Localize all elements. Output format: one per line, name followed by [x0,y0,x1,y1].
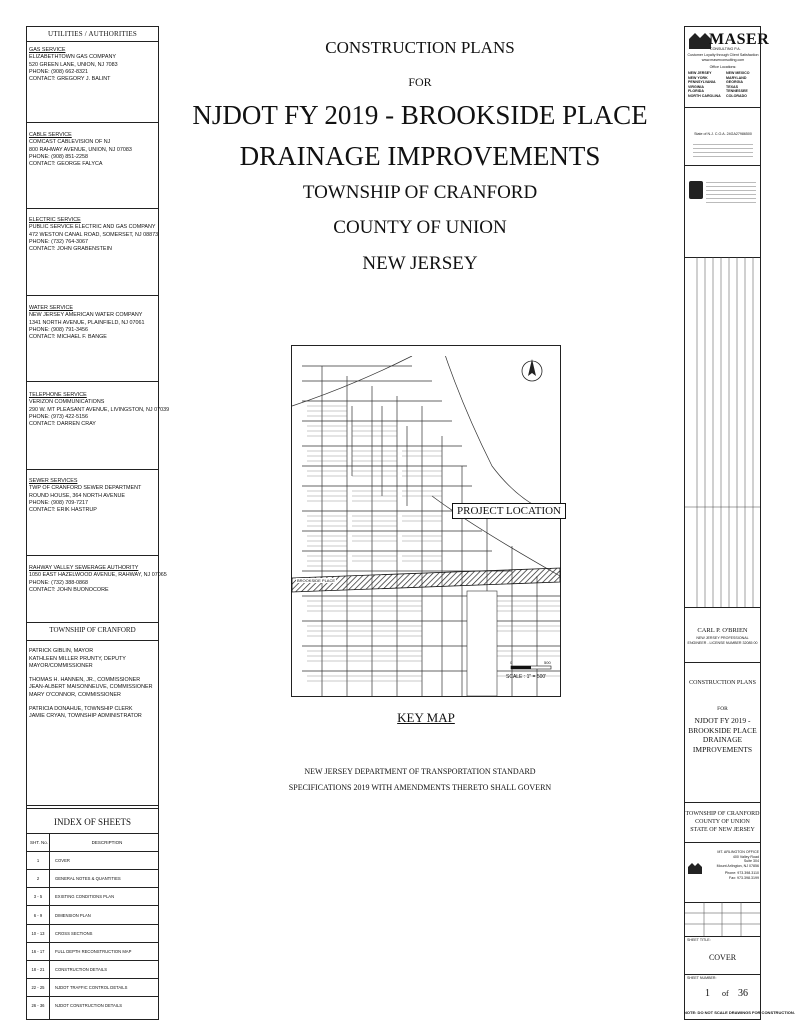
township-officials: PATRICK GIBLIN, MAYOR KATHLEEN MILLER PRUNTY, DEPUTY MAYOR/COMMISSIONER THOMAS H. HANNEN, JR., COMMISSIONER JEAN-ALBERT MAISONNEUVE, COMMISSIONER MARY O'CONNOR, COMMISSIONER PATRICIA DONAHUE, TOWNSHIP CLERK JAMIE CRYAN, TOWNSHIP ADMINISTRATOR [29,648,153,720]
revision-grid [685,257,760,607]
maser-small-logo-icon [688,862,702,874]
divider [27,805,158,806]
scale-500: 500 [544,660,551,665]
one-call-notice [706,179,756,205]
project-location-label: PROJECT LOCATION [452,503,566,519]
cp-title: CONSTRUCTION PLANS [689,680,756,686]
footer-note: NOTE: DO NOT SCALE DRAWINGS FOR CONSTRUCTION. [684,1010,795,1015]
electric-service-block: ELECTRIC SERVICE PUBLIC SERVICE ELECTRIC AND GAS COMPANY 472 WESTON CANAL ROAD, SOMERSET, NJ 08873 PHONE: (732) 764-3067 CONTACT: JOHN GRABENSTEIN [29,217,159,253]
revision-table [685,257,760,608]
sheet-title-label: SHEET TITLE: [687,938,711,942]
copyright-block [685,107,760,166]
title-state: NEW JERSEY [362,253,478,274]
call-811-icon [689,181,703,199]
offices-left: NEW JERSEY NEW YORK PENNSYLVANIA VIRGINIA FLORIDA NORTH CAROLINA [688,71,721,98]
logo-text: MASER [709,31,770,48]
sheet-title-block [685,936,760,975]
office-block [685,842,760,903]
water-service-block: WATER SERVICE NEW JERSEY AMERICAN WATER COMPANY 1341 NORTH AVENUE, PLAINFIELD, NJ 07061 PHONE: (908) 791-3456 CONTACT: MICHAEL F. BANGE [29,305,145,341]
table-row: 26 - 36 NJDOT CONSTRUCTION DETAILS [31,1003,123,1008]
offices-title: Office Locations: [709,65,737,69]
website: www.maserconsulting.com [701,58,745,62]
divider [27,622,158,623]
key-map [291,345,561,697]
title-county: COUNTY OF UNION [333,217,507,238]
street-map [292,346,560,696]
logo-block [685,27,770,108]
engineer-block [685,607,760,663]
maser-logo-icon [689,31,711,49]
title-construction-plans: CONSTRUCTION PLANS [325,38,515,57]
copyright-text [693,141,753,159]
divider [27,208,158,209]
project-title-block [685,662,760,803]
index-of-sheets [26,808,159,1020]
rahway-authority-block: RAHWAY VALLEY SEWERAGE AUTHORITY 1050 EAST HAZELWOOD AVENUE, RAHWAY, NJ 07065 PHONE: (732) 388-0868 CONTACT: JOHN BUONOCORE [29,565,167,593]
table-row: 22 - 25 NJDOT TRAFFIC CONTROL DETAILS [27,978,158,997]
sheet-number: 1 [705,988,710,999]
divider [27,381,158,382]
state-cert: State of N.J. C.O.A. 24GA27986500 [694,132,752,136]
index-col-sheet: SHT. No. [29,840,48,845]
sheet-title: COVER [708,953,737,962]
table-row: 16 - 17 FULL DEPTH RECONSTRUCTION MAP [27,942,158,961]
utilities-title: UTILITIES / AUTHORITIES [27,27,158,42]
spec-note-line-1: NEW JERSEY DEPARTMENT OF TRANSPORTATION STANDARD [304,767,536,776]
scale-label: SCALE : 1" = 500' [506,674,547,680]
north-arrow-icon [522,359,542,381]
spec-note-line-2: SPECIFICATIONS 2019 WITH AMENDMENTS THERETO SHALL GOVERN [288,783,552,792]
divider [27,122,158,123]
index-title: INDEX OF SHEETS [27,809,158,834]
brookside-label: BROOKSIDE PLACE [297,578,336,583]
sewer-service-block: SEWER SERVICES TWP OF CRANFORD SEWER DEPARTMENT ROUND HOUSE, 364 NORTH AVENUE PHONE: (908) 709-7217 CONTACT: ERIK HASTRUP [29,478,142,514]
divider [27,640,158,641]
cp-for: FOR [717,706,728,712]
engineer-name: CARL P. O'BRIEN [697,627,748,634]
township-title: TOWNSHIP OF CRANFORD [49,626,136,634]
title-sidebar [684,26,770,1020]
cp-location: TOWNSHIP OF CRANFORD COUNTY OF UNION STATE OF NEW JERSEY [685,811,760,833]
engineer-line-1: NEW JERSEY PROFESSIONAL [696,636,749,640]
divider [27,469,158,470]
sheet-total: 36 [738,988,748,999]
index-header [27,833,158,852]
divider [27,555,158,556]
tagline: Customer Loyalty through Client Satisfaction [687,53,759,57]
info-grid [685,902,760,936]
scale-zero: 0 [510,660,513,665]
title-project-name: NJDOT FY 2019 - BROOKSIDE PLACE [192,100,648,130]
offices-right: NEW MEXICO MARYLAND GEORGIA TEXAS TENNESSEE COLORADO [726,71,750,98]
gas-service-block: GAS SERVICE ELIZABETHTOWN GAS COMPANY 520 GREEN LANE, UNION, NJ 7083 PHONE: (908) 662-8321 CONTACT: GREGORY J. BALINT [29,47,118,83]
table-row: 18 - 21 CONSTRUCTION DETAILS [27,960,158,979]
sheet-number-block [685,974,760,1006]
engineer-line-2: ENGINEER - LICENSE NUMBER 32085 00 [687,641,758,645]
telephone-service-block: TELEPHONE SERVICE VERIZON COMMUNICATIONS 290 W. MT PLEASANT AVENUE, LIVINGSTON, NJ 07039 PHONE: (973) 422-5156 CONTACT: DARREN CRAY [29,392,170,428]
sheet-of: of [722,989,729,998]
location-block [685,802,760,843]
table-row: 2 GENERAL NOTES & QUANTITIES [27,869,158,888]
logo-subtext: CONSULTING P.A. [710,47,741,51]
divider [27,295,158,296]
index-col-desc: DESCRIPTION [91,840,123,845]
title-for: FOR [408,75,432,89]
cable-service-block: CABLE SERVICE COMCAST CABLEVISION OF NJ 800 RAHWAY AVENUE, UNION, NJ 07083 PHONE: (908) 851-2258 CONTACT: GEORGE FALYCA [29,132,132,168]
key-map-title: KEY MAP [397,710,455,725]
table-row: 1 COVER [27,851,158,870]
table-row: 6 - 9 DIMENSION PLAN [27,906,158,925]
cp-project: NJDOT FY 2019 - BROOKSIDE PLACE DRAINAGE IMPROVEMENTS [688,716,757,754]
table-row: 10 - 13 CROSS SECTIONS [27,924,158,943]
office-address: MT. ARLINGTON OFFICE 400 Valley Road Suite 304 Mount Arlington, NJ 07856 Phone: 973.398.3110 Fax: 973.398.3199 [716,850,759,880]
title-township: TOWNSHIP OF CRANFORD [302,182,538,203]
drawing-info-grid [685,902,760,937]
call-before-dig-block [685,165,760,258]
table-row: 3 - 5 EXISTING CONDITIONS PLAN [27,887,158,906]
sheet-number-label: SHEET NUMBER: [687,976,717,980]
title-project-sub: DRAINAGE IMPROVEMENTS [239,141,601,171]
